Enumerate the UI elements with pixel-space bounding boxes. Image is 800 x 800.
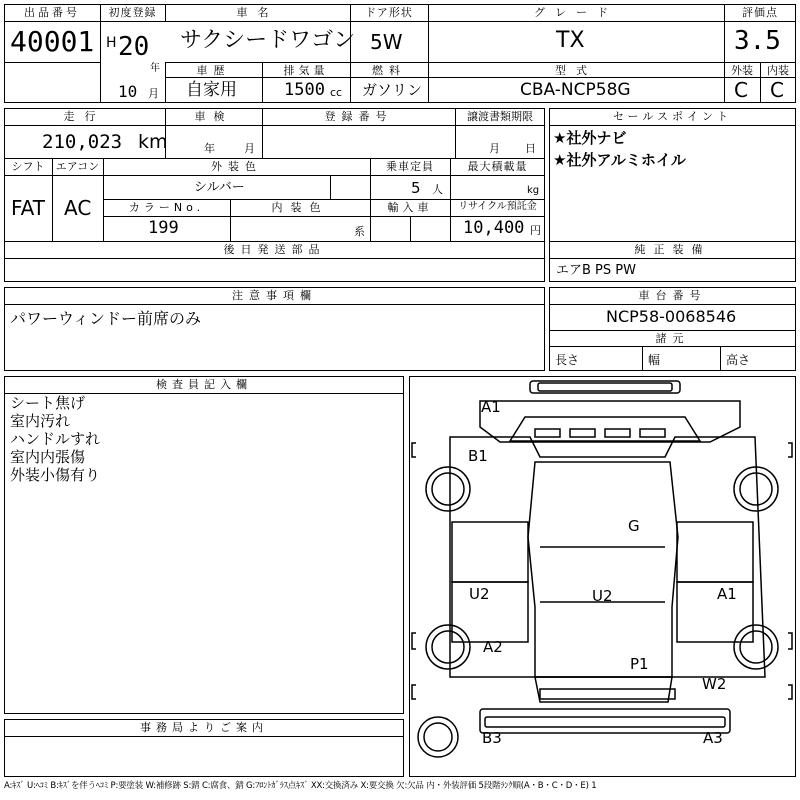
later-parts-label: 後日発送部品 — [223, 243, 326, 256]
car-outline — [410, 377, 795, 776]
inspection-year-unit: 年 — [204, 142, 215, 155]
displacement: 1500 — [284, 80, 325, 100]
score-label: 評価点 — [742, 6, 778, 19]
first-registration-label: 初度登録 — [108, 6, 157, 19]
recycle-deposit-label: リサイクル預託金 — [458, 201, 537, 212]
damage-diagram — [409, 376, 796, 777]
damage-mark: A3 — [703, 729, 723, 747]
sales-points-label: セールスポイント — [612, 110, 732, 123]
era: H — [106, 35, 117, 51]
car-name-label: 車名 — [236, 6, 279, 19]
registration-year: 20 — [118, 32, 150, 62]
score: 3.5 — [734, 26, 781, 56]
inspection-label: 車検 — [194, 110, 233, 123]
exterior-color-label: 外装色 — [211, 160, 262, 173]
damage-mark: A1 — [717, 585, 737, 603]
color-number: 199 — [148, 218, 179, 238]
damage-mark: B1 — [468, 447, 488, 465]
chassis-number-label: 車台番号 — [638, 289, 707, 302]
damage-mark: U2 — [592, 587, 613, 605]
legend: A:ｷｽﾞ U:ﾍｺﾐ B:ｷｽﾞを伴うﾍｺﾐ P:要塗装 W:補修跡 S:錆 C:腐食、錆 G:ﾌﾛﾝﾄｶﾞﾗｽ点ｷｽﾞ XX:交換済み X:要交換 欠:欠品 内・外装評価 5段階ﾗﾝｸ順(A・B・C・D・E) 1 — [4, 781, 597, 791]
inspector-line: 室内内張傷 — [10, 448, 86, 466]
grade-label: グレード — [534, 6, 618, 19]
exterior-grade: C — [734, 78, 748, 102]
inspector-line: 室内汚れ — [10, 412, 71, 430]
car-name: サクシードワゴン — [180, 28, 356, 53]
plate-number-label: 登録番号 — [324, 110, 393, 123]
damage-mark: B3 — [482, 729, 502, 747]
door-type-label: ドア形状 — [365, 6, 413, 19]
air-conditioner: AC — [64, 196, 92, 220]
displacement-unit: cc — [330, 86, 343, 99]
model-code: CBA-NCP58G — [520, 80, 631, 100]
registration-month: 10 — [118, 82, 138, 101]
shift-label: シフト — [11, 160, 45, 173]
door-type: 5W — [370, 30, 403, 54]
inspector-label: 検査員記入欄 — [156, 378, 252, 391]
grade: TX — [556, 28, 585, 53]
inspector-line: 外装小傷有り — [10, 466, 101, 484]
recycle-deposit: 10,400 — [463, 218, 525, 238]
width-label: 幅 — [648, 353, 661, 367]
length-label: 長さ — [555, 353, 580, 367]
exterior-label: 外装 — [731, 64, 753, 77]
displacement-label: 排気量 — [283, 64, 329, 77]
import-label: 輸入車 — [387, 201, 433, 214]
damage-mark: A2 — [483, 638, 503, 656]
damage-mark: W2 — [702, 675, 727, 693]
seating-unit: 人 — [432, 183, 443, 196]
transfer-deadline-label: 譲渡書類期限 — [467, 110, 533, 123]
inspection-month-unit: 月 — [244, 142, 255, 155]
model-code-label: 型式 — [555, 64, 597, 77]
inspector-line: ハンドルすれ — [10, 430, 101, 448]
lot-number-label: 出品番号 — [24, 6, 80, 19]
damage-mark: P1 — [630, 655, 649, 673]
mileage-label: 走行 — [63, 110, 106, 123]
seating-capacity-label: 乗車定員 — [386, 160, 434, 173]
sales-point-item: ★社外アルミホイル — [553, 151, 686, 169]
transfer-day-unit: 日 — [525, 142, 536, 155]
year-unit: 年 — [150, 63, 160, 74]
fuel-label: 燃料 — [372, 64, 406, 77]
transfer-month-unit: 月 — [489, 142, 500, 155]
air-conditioner-label: エアコン — [55, 160, 100, 173]
fuel: ガソリン — [362, 81, 423, 99]
seating-capacity: 5 — [411, 179, 421, 197]
specs-label: 諸元 — [655, 332, 690, 345]
max-load-unit: kg — [527, 185, 540, 196]
month-unit: 月 — [148, 87, 159, 100]
color-number-label: カラーNo. — [128, 201, 205, 214]
height-label: 高さ — [726, 353, 751, 367]
office-label: 事務局よりご案内 — [140, 721, 268, 734]
exterior-color: シルバー — [194, 180, 245, 195]
damage-mark: A1 — [481, 398, 501, 416]
history-label: 車歴 — [196, 64, 231, 77]
damage-mark: G — [628, 517, 640, 535]
standard-equipment: エアB PS PW — [556, 263, 636, 278]
mileage: 210,023 — [42, 131, 123, 153]
mileage-unit: km — [138, 131, 168, 153]
interior-label: 内装 — [767, 64, 789, 77]
recycle-unit: 円 — [530, 224, 541, 237]
interior-color-label: 内装色 — [271, 201, 329, 214]
max-load-label: 最大積載量 — [467, 160, 528, 173]
sales-point-item: ★社外ナビ — [553, 129, 627, 147]
interior-color-unit: 系 — [354, 225, 365, 238]
interior-grade: C — [770, 78, 784, 102]
chassis-number: NCP58-0068546 — [606, 307, 737, 326]
damage-mark: U2 — [469, 585, 490, 603]
shift: FAT — [11, 196, 46, 220]
history: 自家用 — [186, 80, 237, 100]
lot-number: 40001 — [10, 25, 95, 58]
inspector-line: シート焦げ — [10, 394, 86, 412]
standard-equipment-label: 純正装備 — [634, 243, 711, 256]
notes-text: パワーウィンドー前席のみ — [10, 309, 202, 328]
notes-label: 注意事項欄 — [232, 289, 317, 302]
